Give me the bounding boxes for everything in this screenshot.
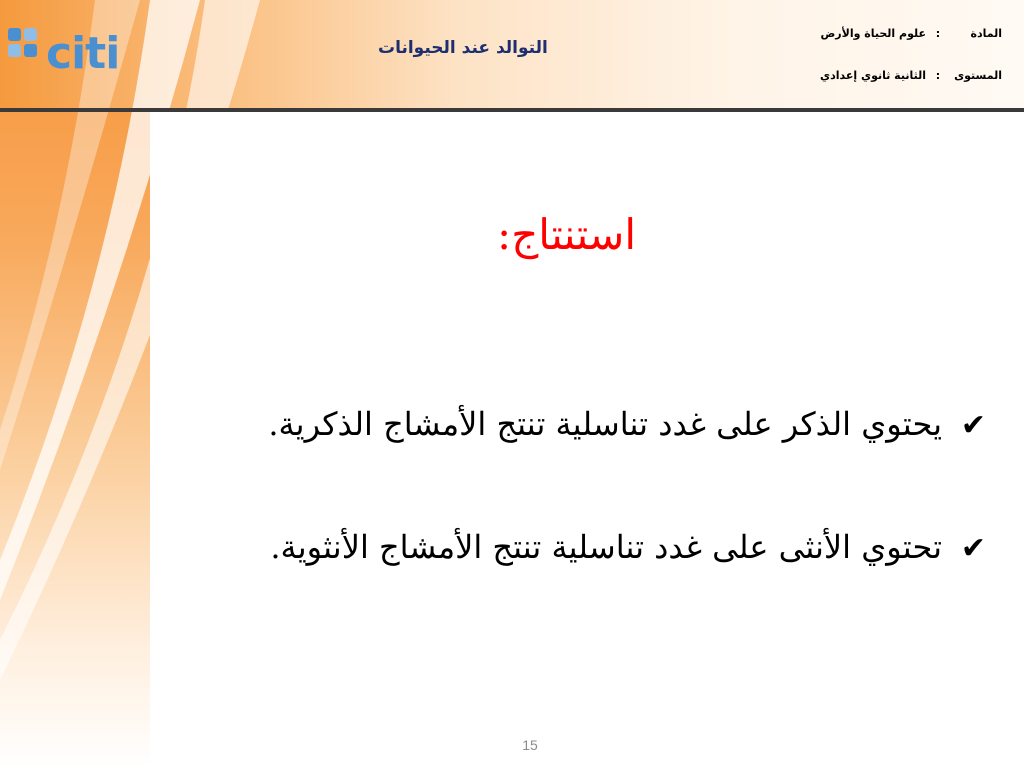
logo-text: citi	[46, 28, 120, 79]
level-separator: :	[935, 69, 941, 82]
lesson-title: التوالد عند الحيوانات	[378, 38, 548, 58]
subject-separator: :	[935, 27, 941, 40]
level-label: المستوى	[954, 69, 1002, 82]
checkmark-icon: ✔	[960, 408, 986, 443]
subject-row	[821, 27, 1003, 40]
subject-label: المادة	[970, 27, 1002, 40]
decorative-swoosh	[0, 0, 260, 768]
bullet-text: تحتوي الأنثى على غدد تناسلية تنتج الأمشاج الأنثوية.	[270, 528, 942, 566]
citi-logo	[6, 20, 121, 79]
bullet-text: يحتوي الذكر على غدد تناسلية تنتج الأمشاج الذكرية.	[268, 405, 942, 443]
level-value: الثانية ثانوي إعدادي	[820, 69, 926, 82]
page-number: 15	[522, 737, 538, 753]
bullet-item	[270, 528, 986, 566]
level-row	[820, 69, 1002, 82]
subject-value: علوم الحياة والأرض	[820, 27, 926, 40]
logo-squares-icon	[6, 26, 40, 66]
header-divider	[0, 108, 1024, 112]
conclusion-heading: استنتاج:	[497, 210, 636, 259]
checkmark-icon: ✔	[960, 531, 986, 566]
bullet-item	[268, 405, 986, 443]
